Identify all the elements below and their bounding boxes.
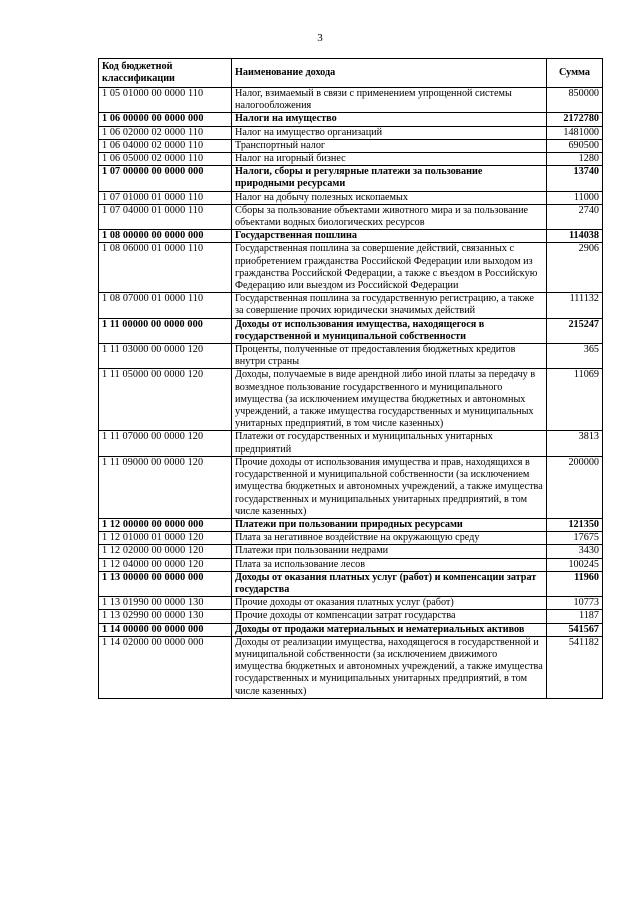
table-row: [99, 597, 603, 610]
table-row: [99, 518, 603, 531]
row-amount: 1280: [547, 153, 603, 166]
row-code: 1 06 00000 00 0000 000: [99, 113, 232, 126]
row-name: Сборы за пользование объектами животного мира и за пользование объектами водных биологических ресурсов: [232, 204, 547, 229]
row-amount: 2172780: [547, 113, 603, 126]
table-row: [99, 571, 603, 596]
table-row: [99, 243, 603, 293]
row-code: 1 08 07000 01 0000 110: [99, 293, 232, 318]
row-amount: 2740: [547, 204, 603, 229]
table-row: [99, 191, 603, 204]
row-name: Государственная пошлина: [232, 230, 547, 243]
page-number: 3: [317, 32, 323, 44]
row-name: Плата за негативное воздействие на окружающую среду: [232, 532, 547, 545]
revenue-table: [98, 58, 603, 699]
row-code: 1 11 09000 00 0000 120: [99, 456, 232, 518]
row-amount: 11960: [547, 571, 603, 596]
row-name: Прочие доходы от оказания платных услуг (работ): [232, 597, 547, 610]
row-name: Доходы от оказания платных услуг (работ) и компенсации затрат государства: [232, 571, 547, 596]
row-name: Налог на игорный бизнес: [232, 153, 547, 166]
row-amount: 10773: [547, 597, 603, 610]
row-name: Доходы от реализации имущества, находящегося в государственной и муниципальной собственности (за исключением движимого имущества бюджетных и автономных учреждений, а также имущества государственных и муниципальных унитарных предприятий, в том числе казенных): [232, 636, 547, 698]
table-row: [99, 558, 603, 571]
row-amount: 11000: [547, 191, 603, 204]
header-code: Код бюджетной классификации: [99, 59, 232, 88]
row-name: Доходы от использования имущества, находящегося в государственной и муниципальной собственности: [232, 318, 547, 343]
row-code: 1 14 00000 00 0000 000: [99, 623, 232, 636]
row-code: 1 08 06000 01 0000 110: [99, 243, 232, 293]
row-code: 1 11 05000 00 0000 120: [99, 369, 232, 431]
row-code: 1 06 02000 02 0000 110: [99, 126, 232, 139]
row-code: 1 13 00000 00 0000 000: [99, 571, 232, 596]
row-amount: 121350: [547, 518, 603, 531]
row-name: Плата за использование лесов: [232, 558, 547, 571]
row-code: 1 11 03000 00 0000 120: [99, 344, 232, 369]
table-row: [99, 88, 603, 113]
row-code: 1 06 04000 02 0000 110: [99, 139, 232, 152]
row-code: 1 12 02000 00 0000 120: [99, 545, 232, 558]
row-code: 1 07 01000 01 0000 110: [99, 191, 232, 204]
row-amount: 215247: [547, 318, 603, 343]
table-row: [99, 623, 603, 636]
table-row: [99, 318, 603, 343]
row-name: Транспортный налог: [232, 139, 547, 152]
table-row: [99, 113, 603, 126]
row-name: Государственная пошлина за государственную регистрацию, а также за совершение прочих юридически значимых действий: [232, 293, 547, 318]
row-code: 1 12 04000 00 0000 120: [99, 558, 232, 571]
row-name: Налоги на имущество: [232, 113, 547, 126]
row-amount: 17675: [547, 532, 603, 545]
row-code: 1 12 00000 00 0000 000: [99, 518, 232, 531]
table-row: [99, 545, 603, 558]
table-row: [99, 636, 603, 698]
row-amount: 541567: [547, 623, 603, 636]
row-amount: 2906: [547, 243, 603, 293]
row-amount: 3430: [547, 545, 603, 558]
row-code: 1 07 04000 01 0000 110: [99, 204, 232, 229]
row-name: Платежи от государственных и муниципальных унитарных предприятий: [232, 431, 547, 456]
row-name: Доходы, получаемые в виде арендной либо иной платы за передачу в возмездное пользование государственного и муниципального имущества (за исключением имущества бюджетных и автономных учреждений, а также имущества государственных и муниципальных унитарных предприятий, в том числе казенных): [232, 369, 547, 431]
table-row: [99, 344, 603, 369]
row-amount: 111132: [547, 293, 603, 318]
row-amount: 1187: [547, 610, 603, 623]
row-name: Проценты, полученные от предоставления бюджетных кредитов внутри страны: [232, 344, 547, 369]
row-amount: 541182: [547, 636, 603, 698]
row-amount: 365: [547, 344, 603, 369]
row-amount: 850000: [547, 88, 603, 113]
row-code: 1 14 02000 00 0000 000: [99, 636, 232, 698]
row-amount: 11069: [547, 369, 603, 431]
table-header-row: [99, 59, 603, 88]
row-amount: 13740: [547, 166, 603, 191]
row-amount: 1481000: [547, 126, 603, 139]
row-code: 1 06 05000 02 0000 110: [99, 153, 232, 166]
row-code: 1 12 01000 01 0000 120: [99, 532, 232, 545]
row-name: Налог, взимаемый в связи с применением упрощенной системы налогообложения: [232, 88, 547, 113]
row-code: 1 08 00000 00 0000 000: [99, 230, 232, 243]
row-name: Прочие доходы от компенсации затрат государства: [232, 610, 547, 623]
table-row: [99, 431, 603, 456]
row-amount: 690500: [547, 139, 603, 152]
row-name: Платежи при пользовании природных ресурсами: [232, 518, 547, 531]
table-row: [99, 126, 603, 139]
row-name: Доходы от продажи материальных и нематериальных активов: [232, 623, 547, 636]
row-name: Налог на имущество организаций: [232, 126, 547, 139]
table-row: [99, 293, 603, 318]
row-code: 1 11 00000 00 0000 000: [99, 318, 232, 343]
table-row: [99, 532, 603, 545]
row-name: Налог на добычу полезных ископаемых: [232, 191, 547, 204]
row-code: 1 05 01000 00 0000 110: [99, 88, 232, 113]
table-row: [99, 139, 603, 152]
row-name: Налоги, сборы и регулярные платежи за пользование природными ресурсами: [232, 166, 547, 191]
row-name: Прочие доходы от использования имущества и прав, находящихся в государственной и муниципальной собственности (за исключением имущества бюджетных и автономных учреждений, а также имущества государственных и муниципальных унитарных предприятий, в том числе казенных): [232, 456, 547, 518]
table-row: [99, 456, 603, 518]
row-amount: 200000: [547, 456, 603, 518]
row-amount: 3813: [547, 431, 603, 456]
table-row: [99, 153, 603, 166]
table-row: [99, 369, 603, 431]
table-row: [99, 204, 603, 229]
table-row: [99, 230, 603, 243]
header-name: Наименование дохода: [232, 59, 547, 88]
row-code: 1 11 07000 00 0000 120: [99, 431, 232, 456]
row-code: 1 07 00000 00 0000 000: [99, 166, 232, 191]
row-amount: 100245: [547, 558, 603, 571]
row-name: Платежи при пользовании недрами: [232, 545, 547, 558]
row-name: Государственная пошлина за совершение действий, связанных с приобретением гражданства Российской Федерации или выходом из гражданства Российской Федерации, а также с въездом в Российскую Федерацию или выездом из Российской Федерации: [232, 243, 547, 293]
row-code: 1 13 01990 00 0000 130: [99, 597, 232, 610]
row-amount: 114038: [547, 230, 603, 243]
header-amount: Сумма: [547, 59, 603, 88]
table-row: [99, 166, 603, 191]
table-row: [99, 610, 603, 623]
row-code: 1 13 02990 00 0000 130: [99, 610, 232, 623]
